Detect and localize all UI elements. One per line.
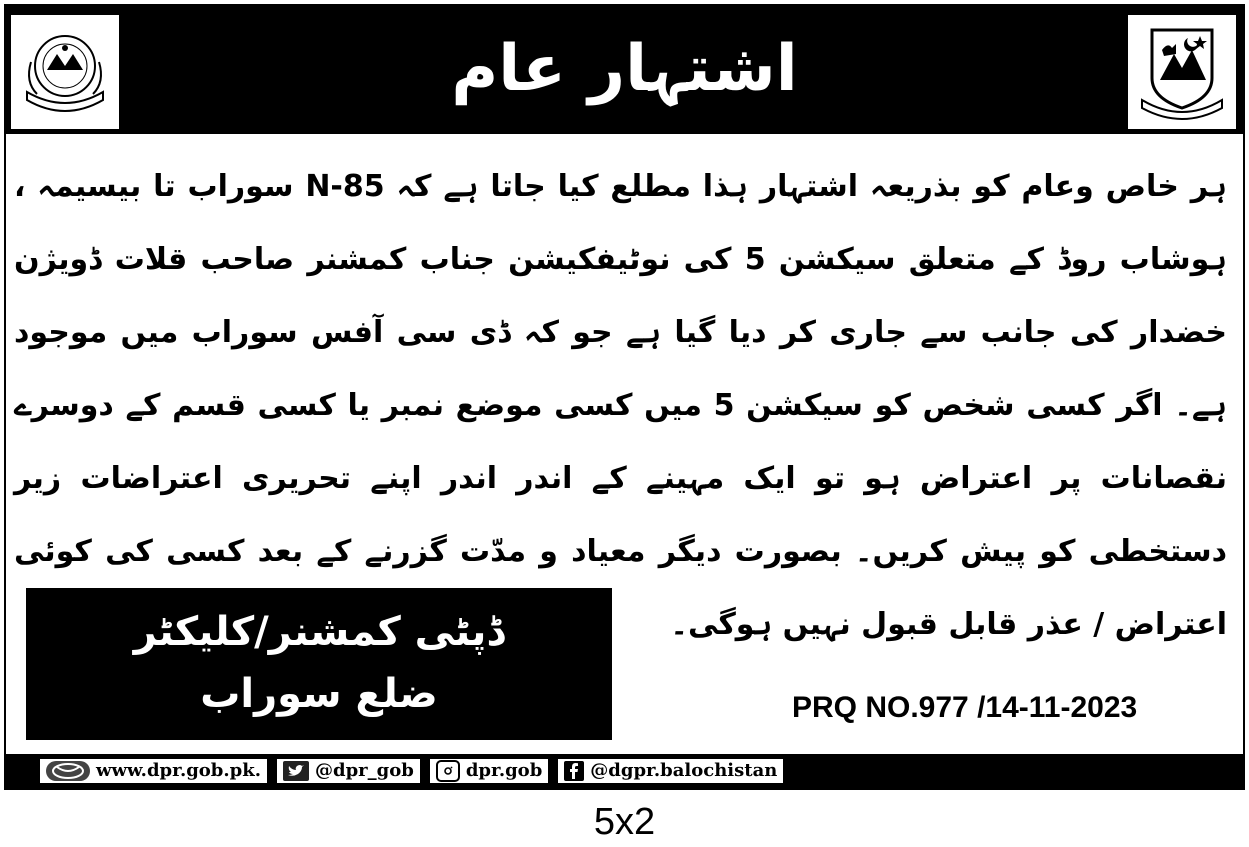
facebook-handle-text: @dgpr.balochistan <box>590 760 778 781</box>
signatory-title: ڈپٹی کمشنر/کلیکٹر <box>133 609 505 655</box>
ad-size-caption: 5x2 <box>593 801 656 843</box>
notice-body-text: ہر خاص وعام کو بذریعہ اشتہار ہذا مطلع کیا جاتا ہے کہ N-85 سوراب تا بیسیمہ ، ہوشاب روڈ کے متعلق سیکشن 5 کی نوٹیفکیشن جناب کمشنر صاحب قلات ڈویژن خضدار کی جانب سے جاری کر دیا گیا ہے جو کہ ڈی سی آفس سوراب میں موجود ہے۔ اگر کسی شخص کو سیکشن 5 میں کسی موضع نمبر یا کسی قسم کے دوسرے نقصانات پر اعتراض ہو تو ایک مہینے کے اندر اندر اپنے تحریری اعتراضات زیر دستخطی کو پیش کریں۔ بصورت دیگر معیاد و مدّت گزرنے کے بعد کسی کی کوئی اعتراض / عذر قابل قبول نہیں ہوگی۔ <box>14 169 1227 642</box>
footer-twitter[interactable] <box>277 759 420 783</box>
footer-facebook[interactable] <box>558 759 783 783</box>
header-bar <box>4 4 1245 134</box>
twitter-icon <box>283 761 309 781</box>
footer-bar <box>4 754 1245 788</box>
globe-icon <box>46 761 90 781</box>
twitter-handle-text: @dpr_gob <box>314 760 414 781</box>
govt-balochistan-emblem-icon <box>1127 14 1237 130</box>
facebook-icon <box>564 761 584 781</box>
footer-website[interactable] <box>40 759 267 783</box>
instagram-handle-text: dpr.gob <box>465 760 543 781</box>
prq-number: PRQ NO.977 /14-11-2023 <box>792 691 1138 724</box>
instagram-icon <box>436 760 460 782</box>
signatory-district: ضلع سوراب <box>200 671 438 717</box>
notice-title: اشتہار عام <box>451 32 798 106</box>
website-link-text: www.dpr.gob.pk. <box>96 760 261 781</box>
footer-instagram[interactable] <box>430 759 548 783</box>
signature-block <box>26 588 612 740</box>
